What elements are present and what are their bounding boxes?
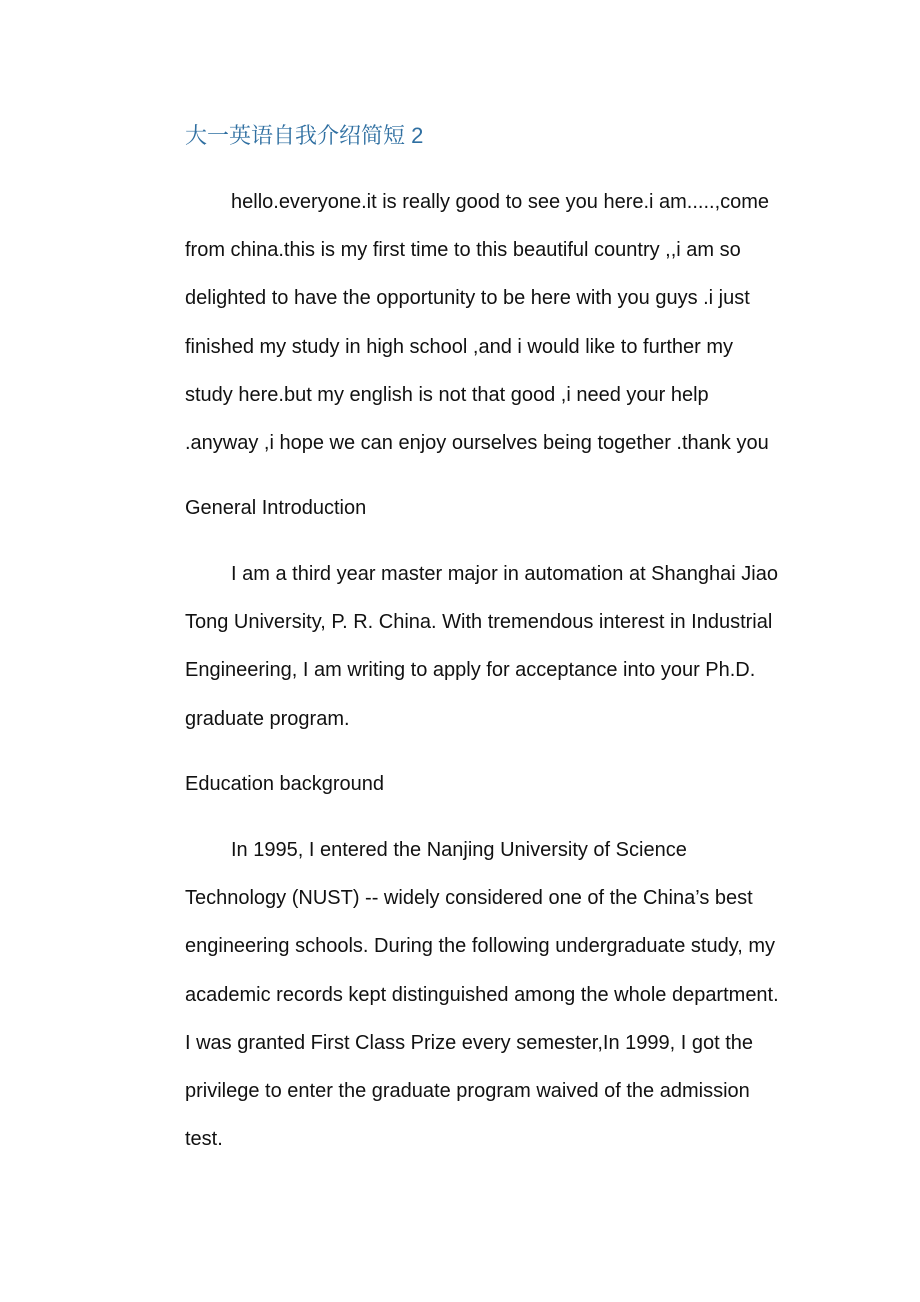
paragraph-line: study here.but my english is not that good ,i need your help — [185, 383, 709, 406]
paragraph-line: engineering schools. During the following undergraduate study, my — [185, 935, 775, 958]
paragraph-line: I was granted First Class Prize every semester,In 1999, I got the — [185, 1031, 754, 1054]
education-paragraph — [139, 826, 789, 1163]
document-title: 大一英语自我介绍简短 2 — [185, 123, 424, 148]
paragraph-line: privilege to enter the graduate program waived of the admission — [185, 1080, 750, 1103]
paragraph-line: from china.this is my first time to this beautiful country ,,i am so — [185, 239, 741, 262]
paragraph-line: academic records kept distinguished among the whole department. — [185, 983, 779, 1006]
paragraph-line: delighted to have the opportunity to be here with you guys .i just — [185, 287, 750, 310]
general-paragraph — [139, 550, 789, 743]
paragraph-line: I am a third year master major in automation at Shanghai Jiao — [231, 563, 778, 585]
section-heading-general: General Introduction — [185, 497, 367, 519]
paragraph-line: hello.everyone.it is really good to see you here.i am.....,come — [231, 191, 770, 213]
paragraph-line: graduate program. — [185, 707, 350, 730]
paragraph-line: Engineering, I am writing to apply for acceptance into your Ph.D. — [185, 659, 756, 682]
paragraph-line: finished my study in high school ,and i would like to further my — [185, 335, 734, 358]
paragraph-line: Tong University, P. R. China. With tremendous interest in Industrial — [185, 611, 773, 634]
paragraph-line: .anyway ,i hope we can enjoy ourselves being together .thank you — [185, 432, 769, 455]
intro-paragraph — [139, 178, 789, 467]
section-heading-education: Education background — [185, 773, 385, 795]
paragraph-line: Technology (NUST) -- widely considered one of the China’s best — [185, 887, 753, 910]
paragraph-line: test. — [185, 1128, 223, 1151]
paragraph-line: In 1995, I entered the Nanjing University of Science — [231, 839, 687, 861]
